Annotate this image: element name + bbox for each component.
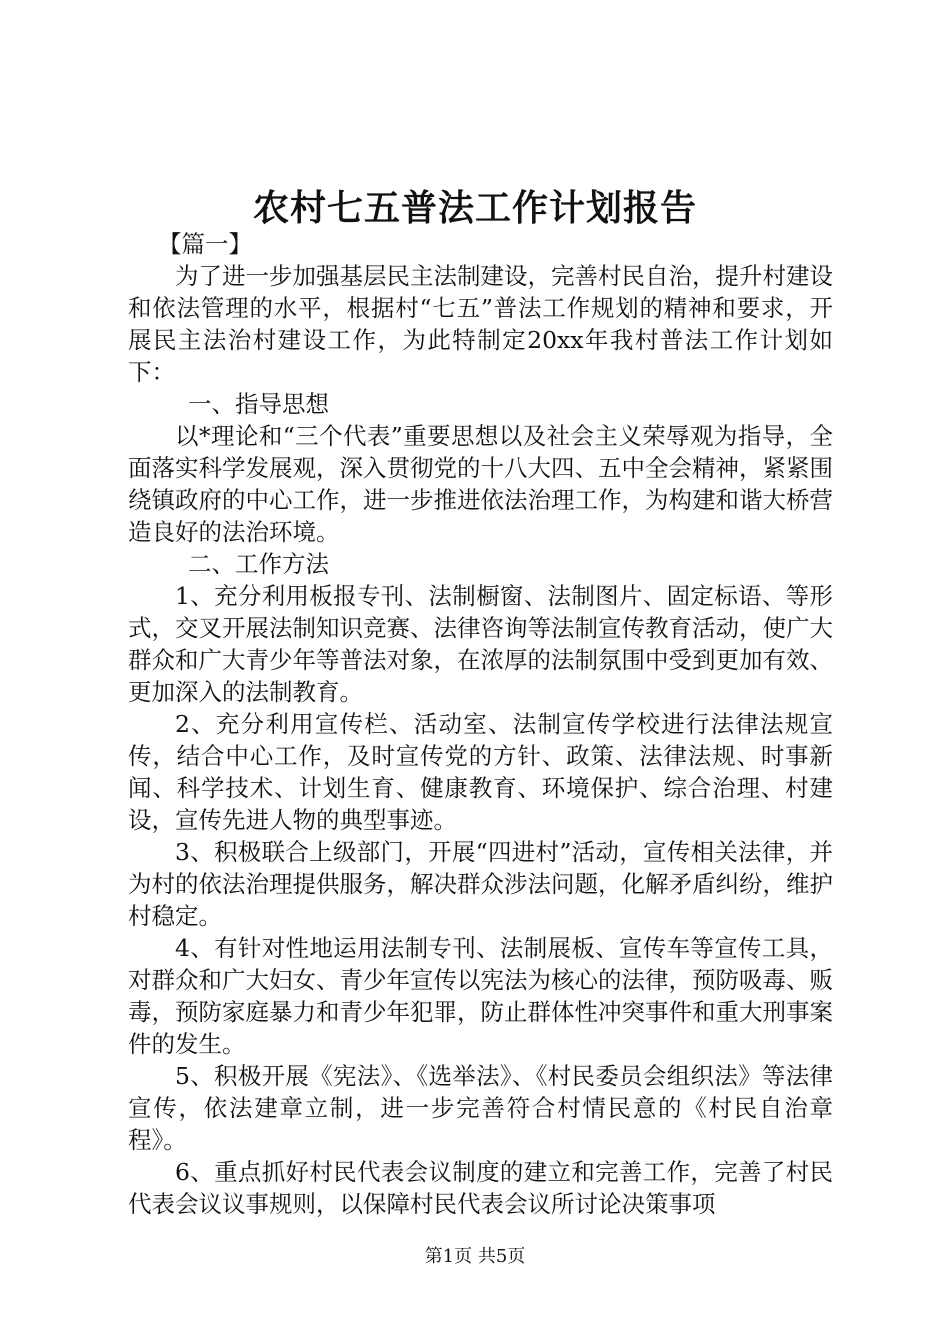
section-heading-guiding-thought: 一、指导思想 [188, 390, 329, 418]
part-label: 【篇一】 [158, 230, 252, 258]
document-title: 农村七五普法工作计划报告 [252, 187, 697, 229]
paragraph-intro: 为了进一步加强基层民主法制建设，完善村民自治，提升村建设和依法管理的水平，根据村“七五”普法工作规划的精神和要求，开展民主法治村建设工作，为此特制定20xx年我村普法工作计划如下： [128, 262, 833, 386]
paragraph-method-5: 5、积极开展《宪法》、《选举法》、《村民委员会组织法》等法律宣传，依法建章立制，进一步完善符合村情民意的《村民自治章程》。 [128, 1062, 833, 1154]
paragraph-guiding-thought: 以*理论和“三个代表”重要思想以及社会主义荣辱观为指导，全面落实科学发展观，深入贯彻党的十八大四、五中全会精神，紧紧围绕镇政府的中心工作，进一步推进依法治理工作，为构建和谐大桥营造良好的法治环境。 [128, 422, 833, 546]
paragraph-method-1: 1、充分利用板报专刊、法制橱窗、法制图片、固定标语、等形式，交叉开展法制知识竞赛、法律咨询等法制宣传教育活动，使广大群众和广大青少年等普法对象，在浓厚的法制氛围中受到更加有效、更加深入的法制教育。 [128, 582, 833, 706]
document-body [128, 228, 833, 1220]
paragraph-method-6: 6、重点抓好村民代表会议制度的建立和完善工作，完善了村民代表会议议事规则，以保障村民代表会议所讨论决策事项 [128, 1158, 833, 1218]
section-heading-work-methods: 二、工作方法 [188, 550, 329, 578]
paragraph-method-3: 3、积极联合上级部门，开展“四进村”活动，宣传相关法律，并为村的依法治理提供服务，解决群众涉法问题，化解矛盾纠纷，维护村稳定。 [128, 838, 833, 930]
paragraph-method-2: 2、充分利用宣传栏、活动室、法制宣传学校进行法律法规宣传，结合中心工作，及时宣传党的方针、政策、法律法规、时事新闻、科学技术、计划生育、健康教育、环境保护、综合治理、村建设，宣传先进人物的典型事迹。 [128, 710, 833, 834]
paragraph-method-4: 4、有针对性地运用法制专刊、法制展板、宣传车等宣传工具，对群众和广大妇女、青少年宣传以宪法为核心的法律，预防吸毒、贩毒，预防家庭暴力和青少年犯罪，防止群体性冲突事件和重大刑事案件的发生。 [128, 934, 833, 1058]
page-footer: 第1页 共5页 [424, 1246, 526, 1267]
